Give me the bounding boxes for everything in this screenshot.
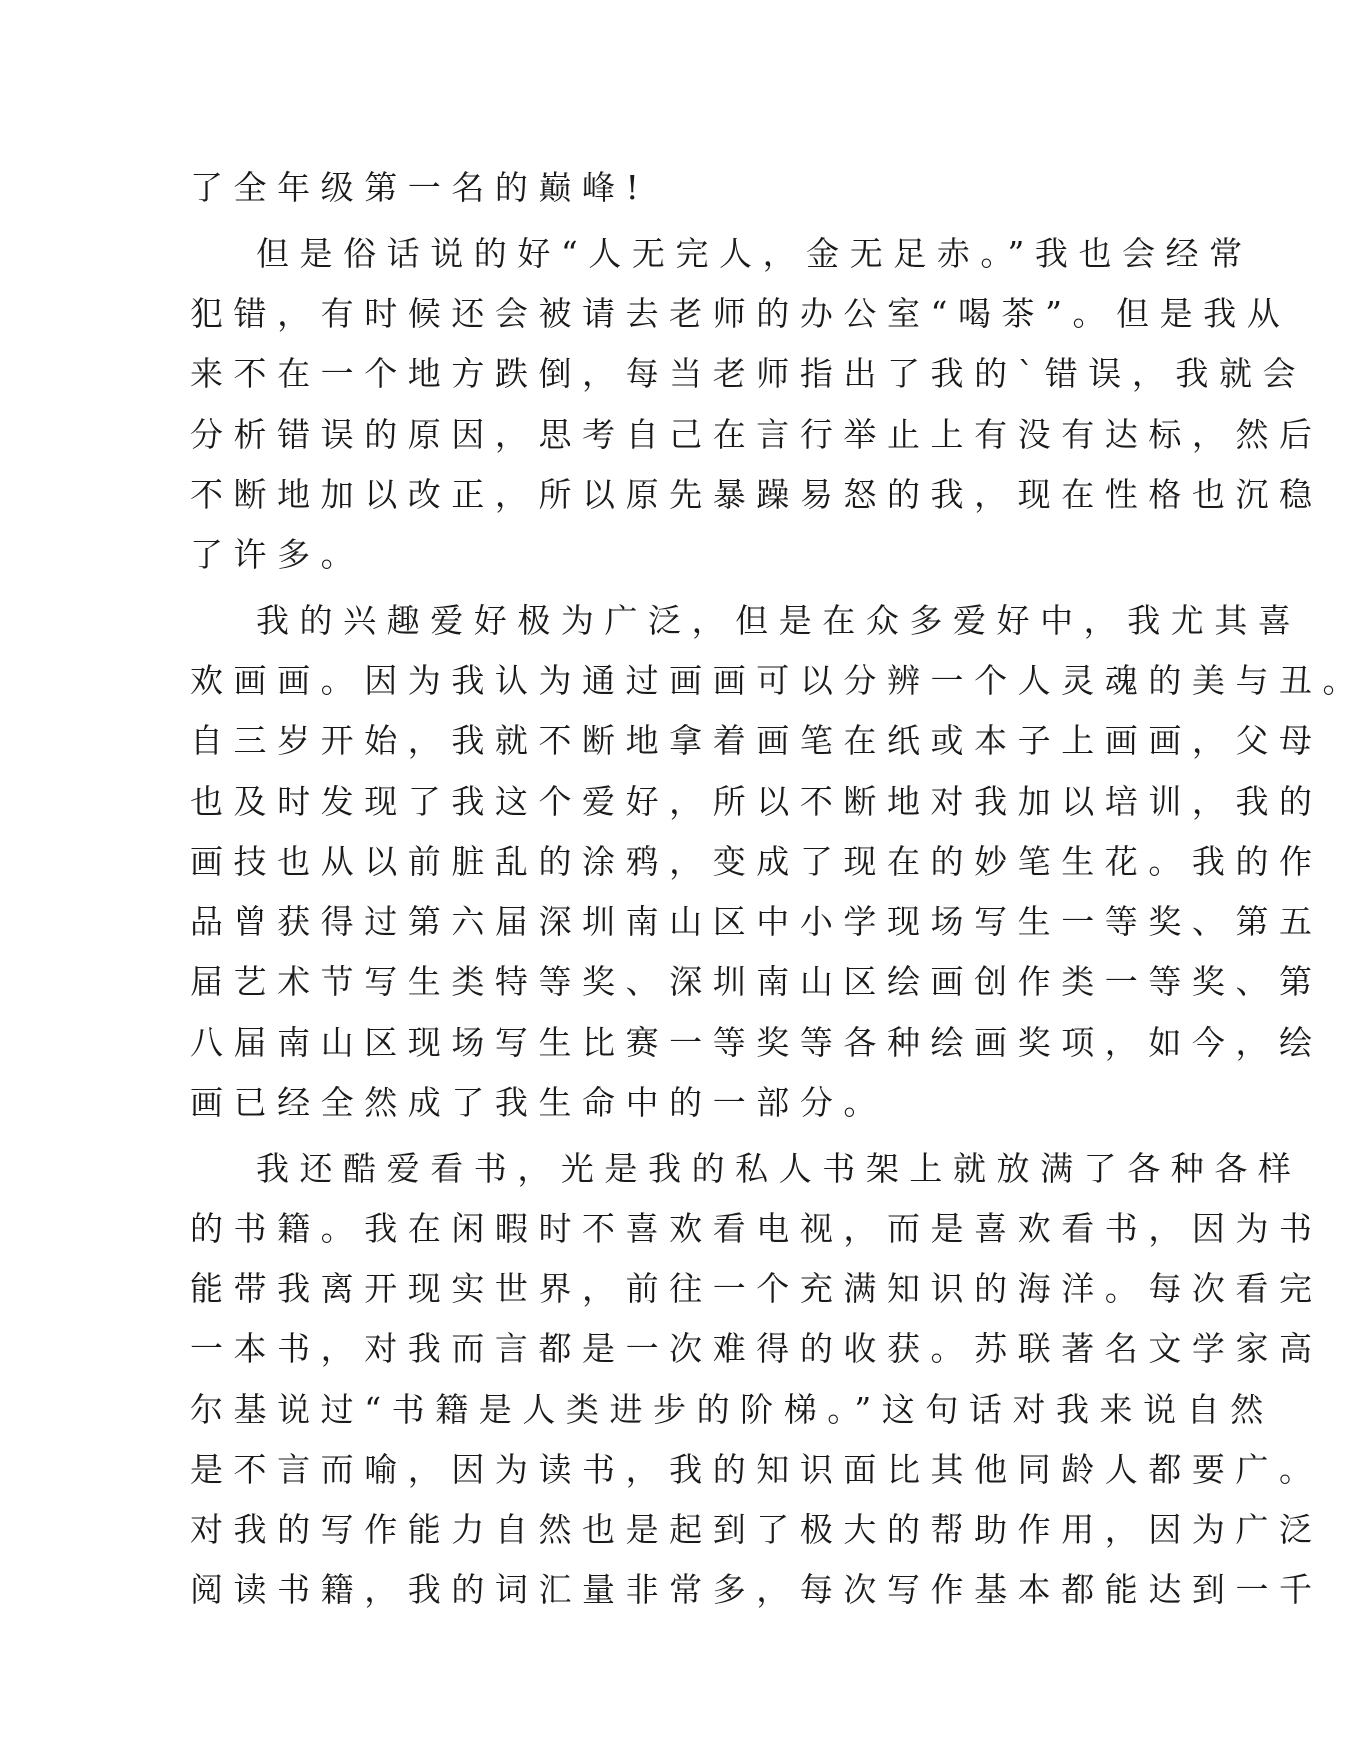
text-line: 画技也从以前脏乱的涂鸦，变成了现在的妙笔生花。我的作 (190, 841, 1323, 881)
paragraph (190, 1139, 1323, 1621)
body-text (190, 158, 1366, 1621)
text-line: 来不在一个地方跌倒，每当老师指出了我的`错误，我就会 (190, 354, 1307, 394)
text-line: 了许多。 (190, 535, 365, 574)
text-line: 品曾获得过第六届深圳南山区中小学现场写生一等奖、第五 (190, 902, 1323, 941)
text-line: 是不言而喻，因为读书，我的知识面比其他同龄人都要广。 (190, 1449, 1323, 1489)
text-line: 了全年级第一名的巅峰! (190, 168, 650, 207)
text-line: 我的兴趣爱好极为广泛，但是在众多爱好中，我尤其喜 (256, 600, 1302, 640)
text-line: 我还酷爱看书，光是我的私人书架上就放满了各种各样 (256, 1148, 1302, 1188)
text-line: 阅读书籍，我的词汇量非常多，每次写作基本都能达到一千 (190, 1570, 1323, 1610)
text-line: 但是俗话说的好“人无完人，金无足赤。”我也会经常 (256, 233, 1253, 273)
text-line: 八届南山区现场写生比赛一等奖等各种绘画奖项，如今，绘 (190, 1022, 1323, 1062)
paragraph (190, 158, 1060, 218)
text-line: 自三岁开始，我就不断地拿着画笔在纸或本子上画画，父母 (190, 721, 1323, 761)
text-line: 一本书，对我而言都是一次难得的收获。苏联著名文学家高 (190, 1329, 1323, 1369)
text-line: 尔基说过“书籍是人类进步的阶梯。”这句话对我来说自然 (190, 1389, 1274, 1429)
text-line: 届艺术节写生类特等奖、深圳南山区绘画创作类一等奖、第 (190, 962, 1323, 1002)
paragraph (190, 224, 1323, 586)
text-line: 对我的写作能力自然也是起到了极大的帮助作用，因为广泛 (190, 1510, 1323, 1549)
text-line: 也及时发现了我这个爱好，所以不断地对我加以培训，我的 (190, 781, 1323, 821)
text-line: 能带我离开现实世界，前往一个充满知识的海洋。每次看完 (190, 1269, 1323, 1308)
text-line: 欢画画。因为我认为通过画画可以分辨一个人灵魂的美与丑。 (190, 661, 1366, 700)
text-line: 画已经全然成了我生命中的一部分。 (190, 1082, 887, 1122)
text-line: 分析错误的原因，思考自己在言行举止上有没有达标，然后 (190, 414, 1323, 454)
text-line: 的书籍。我在闲暇时不喜欢看电视，而是喜欢看书，因为书 (190, 1208, 1323, 1248)
paragraph (190, 591, 1366, 1133)
text-line: 犯错，有时候还会被请去老师的办公室“喝茶”。但是我从 (190, 294, 1291, 333)
text-line: 不断地加以改正，所以原先暴躁易怒的我，现在性格也沉稳 (190, 474, 1323, 514)
